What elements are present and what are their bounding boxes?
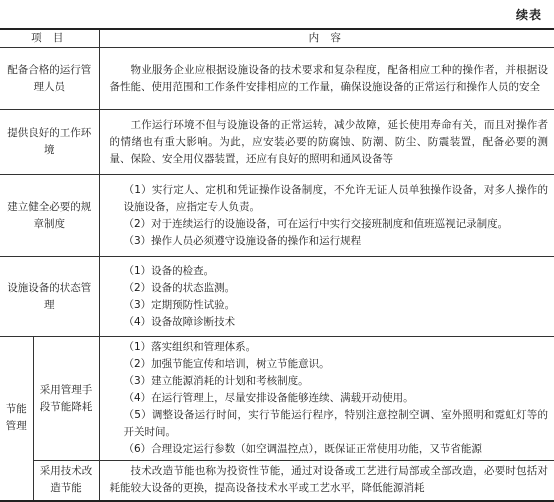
list-item: （4）在运行管理上，尽量安排设备能够连续、满载开动使用。	[123, 392, 414, 404]
list-item: （2）对于连续运行的设施设备，可在运行中实行交接班制度和值班巡视记录制度。	[123, 217, 509, 230]
list-item: （2）设备的状态监测。	[123, 281, 236, 294]
row-item: 提供良好的工作环境	[0, 110, 99, 175]
list-item: （3）操作人员必须遵守设施设备的操作和运行规程	[123, 234, 362, 247]
list-item: （5）调整设备运行时间，实行节能运行程序，特别注意控制空调、室外照明和霓虹灯等的开关时间。	[123, 409, 548, 438]
list-item: （1）设备的检查。	[123, 264, 215, 277]
row-item: 建立健全必要的规章制度	[0, 175, 99, 257]
list-item: （4）设备故障诊断技术	[123, 315, 236, 328]
header-item: 项 目	[0, 29, 99, 48]
row-item: 采用管理手段节能降耗	[33, 337, 99, 461]
row-content: 物业服务企业应根据设施设备的技术要求和复杂程度，配备相应工种的操作者，并根据设备性能、使用范围和工作条件安排相应的工作量，确保设施设备的正常运行和操作人员的安全	[109, 63, 548, 93]
table-row	[0, 461, 554, 501]
row-item: 配备合格的运行管理人员	[0, 48, 99, 110]
table-row	[0, 257, 554, 337]
list-item: （6）合理设定运行参数（如空调温控点），既保证正常使用功能，又节省能源	[123, 443, 482, 455]
row-content: 技术改造节能也称为投资性节能，通过对设备或工艺进行局部或全部改造，必要时包括对耗能较大设备的更换，提高设备技术水平或工艺水平，降低能源消耗	[109, 465, 548, 495]
table-row	[0, 110, 554, 175]
management-table	[0, 28, 554, 502]
table-row	[0, 48, 554, 110]
table-row	[0, 175, 554, 257]
list-item: （3）定期预防性试验。	[123, 298, 236, 311]
row-content: 工作运行环境不但与设施设备的正常运转，减少故障，延长使用寿命有关，而且对操作者的情绪也有重大影响。为此，应安装必要的防腐蚀、防潮、防尘、防震装置，配备必要的测量、保险、安全用仪器装置，还应有良好的照明和通风设备等	[109, 118, 548, 165]
table-header-row	[0, 29, 554, 48]
group-item: 节能管理	[0, 337, 33, 501]
table-row	[0, 337, 554, 461]
list-item: （1）落实组织和管理体系。	[123, 341, 257, 353]
list-item: （1）实行定人、定机和凭证操作设备制度，不允许无证人员单独操作设备，对多人操作的设施设备，应指定专人负责。	[123, 183, 548, 213]
list-item: （3）建立能源消耗的计划和考核制度。	[123, 375, 309, 387]
continued-label: 续表	[515, 8, 542, 22]
header-content: 内 容	[99, 29, 554, 48]
row-item: 设施设备的状态管理	[0, 257, 99, 337]
list-item: （2）加强节能宣传和培训，树立节能意识。	[123, 358, 330, 370]
row-item: 采用技术改造节能	[33, 461, 99, 501]
